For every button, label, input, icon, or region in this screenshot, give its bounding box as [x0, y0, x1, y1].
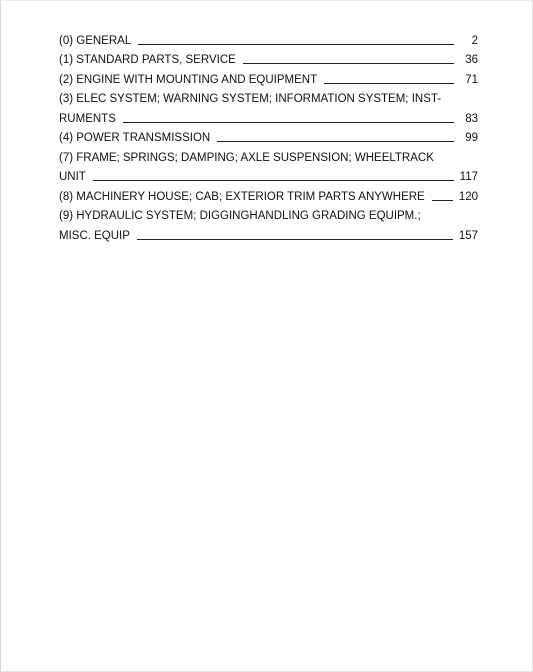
toc-entry-title-continued: MISC. EQUIP: [59, 229, 130, 242]
toc-page-number: 120: [458, 190, 478, 203]
toc-entry-title: (2) ENGINE WITH MOUNTING AND EQUIPMENT: [59, 73, 318, 86]
dot-leader: [137, 239, 453, 240]
toc-entry-title: (8) MACHINERY HOUSE; CAB; EXTERIOR TRIM PARTS ANYWHERE: [59, 190, 425, 203]
dot-leader: [243, 63, 454, 64]
toc-entry-machinery-house[interactable]: [59, 184, 478, 204]
toc-page-number: 36: [465, 54, 478, 66]
toc-entry-title: (9) HYDRAULIC SYSTEM; DIGGINGHANDLING GRADING EQUIPM.;: [59, 210, 421, 222]
dot-leader: [324, 83, 454, 84]
toc-entry-general[interactable]: [59, 28, 478, 48]
toc-entry-standard-parts[interactable]: [59, 48, 478, 68]
toc-entry-engine[interactable]: [59, 67, 478, 87]
toc-page-number: 117: [459, 171, 478, 183]
dot-leader: [93, 180, 454, 181]
toc-entry-hydraulic-system[interactable]: [59, 204, 478, 243]
toc-entry-title: (1) STANDARD PARTS, SERVICE: [59, 54, 236, 66]
table-of-contents: [59, 28, 478, 243]
toc-entry-title-continued: UNIT: [59, 171, 86, 183]
dot-leader: [123, 122, 454, 123]
toc-page-number: 2: [471, 34, 478, 47]
toc-page-number: 71: [465, 73, 478, 86]
toc-entry-title-continued: RUMENTS: [59, 112, 116, 125]
dot-leader: [217, 141, 454, 142]
toc-entry-frame[interactable]: [59, 145, 478, 184]
toc-page-number: 99: [465, 132, 478, 144]
toc-entry-elec-system[interactable]: [59, 87, 478, 126]
toc-entry-title: (0) GENERAL: [59, 34, 132, 47]
toc-page-number: 83: [465, 112, 478, 125]
toc-entry-title: (4) POWER TRANSMISSION: [59, 132, 211, 144]
toc-page-number: 157: [458, 229, 478, 242]
dot-leader: [432, 200, 453, 201]
dot-leader: [138, 44, 454, 45]
toc-entry-title: (7) FRAME; SPRINGS; DAMPING; AXLE SUSPENSION; WHEELTRACK: [59, 151, 434, 164]
toc-entry-title: (3) ELEC SYSTEM; WARNING SYSTEM; INFORMATION SYSTEM; INST-: [59, 93, 442, 105]
toc-entry-power-transmission[interactable]: [59, 126, 478, 146]
